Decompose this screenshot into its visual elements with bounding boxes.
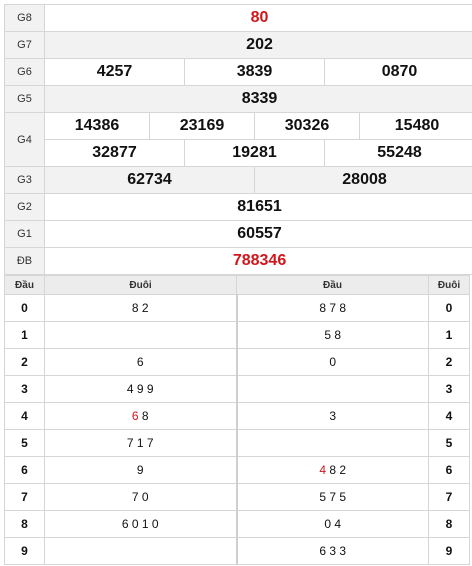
- prize-row-g5: [5, 86, 472, 113]
- loto-head-digits: [237, 349, 429, 376]
- loto-digits: 6 0 1 0: [121, 517, 159, 531]
- loto-tail-digit: 3: [429, 376, 470, 403]
- loto-row: [5, 376, 470, 403]
- loto-tail-digits: [45, 295, 237, 322]
- loto-digits: 0: [329, 355, 337, 369]
- loto-digits: 5 8: [324, 328, 342, 342]
- loto-row: [5, 322, 470, 349]
- loto-row: [5, 484, 470, 511]
- prize-value: 30326: [255, 113, 360, 140]
- loto-digits: 3: [329, 409, 337, 423]
- prize-label: G3: [5, 167, 45, 194]
- prize-value: 55248: [325, 140, 472, 167]
- prize-label: G8: [5, 5, 45, 32]
- prize-row-g6: [5, 59, 472, 86]
- prize-table: [4, 4, 472, 275]
- loto-tail-digits: [45, 430, 237, 457]
- loto-tail-digits: [45, 403, 237, 430]
- prize-label: G5: [5, 86, 45, 113]
- loto-tail-digits: [45, 511, 237, 538]
- header-duoi: Đuôi: [45, 276, 237, 295]
- prize-label: G7: [5, 32, 45, 59]
- loto-digits: 5 7 5: [319, 490, 347, 504]
- loto-head-digit: 8: [5, 511, 45, 538]
- loto-tail-digit: 1: [429, 322, 470, 349]
- loto-tail-digit: 7: [429, 484, 470, 511]
- prize-value: 28008: [255, 167, 472, 194]
- loto-head-digits: [237, 376, 429, 403]
- loto-head-digits: [237, 457, 429, 484]
- prize-value: 4257: [45, 59, 185, 86]
- loto-digits: 7 0: [131, 490, 149, 504]
- loto-row: [5, 403, 470, 430]
- loto-digits: 6: [131, 409, 139, 423]
- loto-tail-digits: [45, 457, 237, 484]
- special-prize-value: 788346: [45, 248, 472, 275]
- loto-digits: 8 2: [131, 301, 149, 315]
- loto-head-digits: [237, 403, 429, 430]
- prize-row-g4-b: [5, 140, 472, 167]
- loto-row: [5, 349, 470, 376]
- loto-digits: 9: [136, 463, 144, 477]
- loto-digits: 8: [138, 409, 149, 423]
- loto-tail-digit: 4: [429, 403, 470, 430]
- loto-row: [5, 457, 470, 484]
- prize-value: 8339: [45, 86, 472, 113]
- loto-row: [5, 511, 470, 538]
- prize-value: 23169: [150, 113, 255, 140]
- loto-head-digit: 5: [5, 430, 45, 457]
- loto-tail-digits: [45, 376, 237, 403]
- header-dau: Đầu: [237, 276, 429, 295]
- loto-head-digit: 6: [5, 457, 45, 484]
- loto-digits: 7 1 7: [126, 436, 154, 450]
- loto-digits: 8 2: [326, 463, 347, 477]
- prize-label: G4: [5, 113, 45, 167]
- loto-head-digits: [237, 430, 429, 457]
- prize-label: G2: [5, 194, 45, 221]
- loto-row: [5, 430, 470, 457]
- prize-value: 19281: [185, 140, 325, 167]
- loto-digits: 8 7 8: [319, 301, 347, 315]
- loto-tail-digit: 6: [429, 457, 470, 484]
- loto-head-digits: [237, 511, 429, 538]
- prize-row-g7: [5, 32, 472, 59]
- prize-row-db: [5, 248, 472, 275]
- loto-tail-digits: [45, 538, 237, 565]
- loto-body: [5, 295, 470, 565]
- prize-row-g1: [5, 221, 472, 248]
- prize-value: 60557: [45, 221, 472, 248]
- prize-row-g2: [5, 194, 472, 221]
- loto-digits: 4 9 9: [126, 382, 154, 396]
- lottery-results: [4, 4, 469, 565]
- loto-head-digit: 9: [5, 538, 45, 565]
- loto-head-digits: [237, 538, 429, 565]
- prize-value: 15480: [360, 113, 472, 140]
- loto-row: [5, 538, 470, 565]
- loto-head-digit: 1: [5, 322, 45, 349]
- header-duoi: Đuôi: [429, 276, 470, 295]
- prize-row-g4-a: [5, 113, 472, 140]
- loto-tail-digits: [45, 322, 237, 349]
- prize-row-g3: [5, 167, 472, 194]
- loto-tail-digit: 5: [429, 430, 470, 457]
- header-dau: Đầu: [5, 276, 45, 295]
- loto-digits: 4: [319, 463, 327, 477]
- prize-value: 202: [45, 32, 472, 59]
- loto-tail-digits: [45, 349, 237, 376]
- loto-head-digits: [237, 322, 429, 349]
- prize-value: 0870: [325, 59, 472, 86]
- loto-header-row: [5, 276, 470, 295]
- loto-head-digit: 4: [5, 403, 45, 430]
- loto-head-digit: 0: [5, 295, 45, 322]
- prize-label: G6: [5, 59, 45, 86]
- prize-value: 62734: [45, 167, 255, 194]
- loto-row: [5, 295, 470, 322]
- loto-head-digit: 7: [5, 484, 45, 511]
- loto-head-digit: 3: [5, 376, 45, 403]
- loto-head-digit: 2: [5, 349, 45, 376]
- prize-value: 32877: [45, 140, 185, 167]
- loto-tail-digit: 0: [429, 295, 470, 322]
- loto-digits: 0 4: [324, 517, 342, 531]
- prize-label: ĐB: [5, 248, 45, 275]
- loto-head-digits: [237, 484, 429, 511]
- prize-label: G1: [5, 221, 45, 248]
- loto-digits: 6 3 3: [319, 544, 347, 558]
- loto-tail-digit: 9: [429, 538, 470, 565]
- prize-value: 80: [45, 5, 472, 32]
- prize-value: 81651: [45, 194, 472, 221]
- loto-tail-digit: 8: [429, 511, 470, 538]
- loto-table: [4, 275, 470, 565]
- loto-tail-digit: 2: [429, 349, 470, 376]
- loto-head-digits: [237, 295, 429, 322]
- prize-row-g8: [5, 5, 472, 32]
- loto-digits: 6: [136, 355, 144, 369]
- prize-value: 3839: [185, 59, 325, 86]
- loto-tail-digits: [45, 484, 237, 511]
- prize-value: 14386: [45, 113, 150, 140]
